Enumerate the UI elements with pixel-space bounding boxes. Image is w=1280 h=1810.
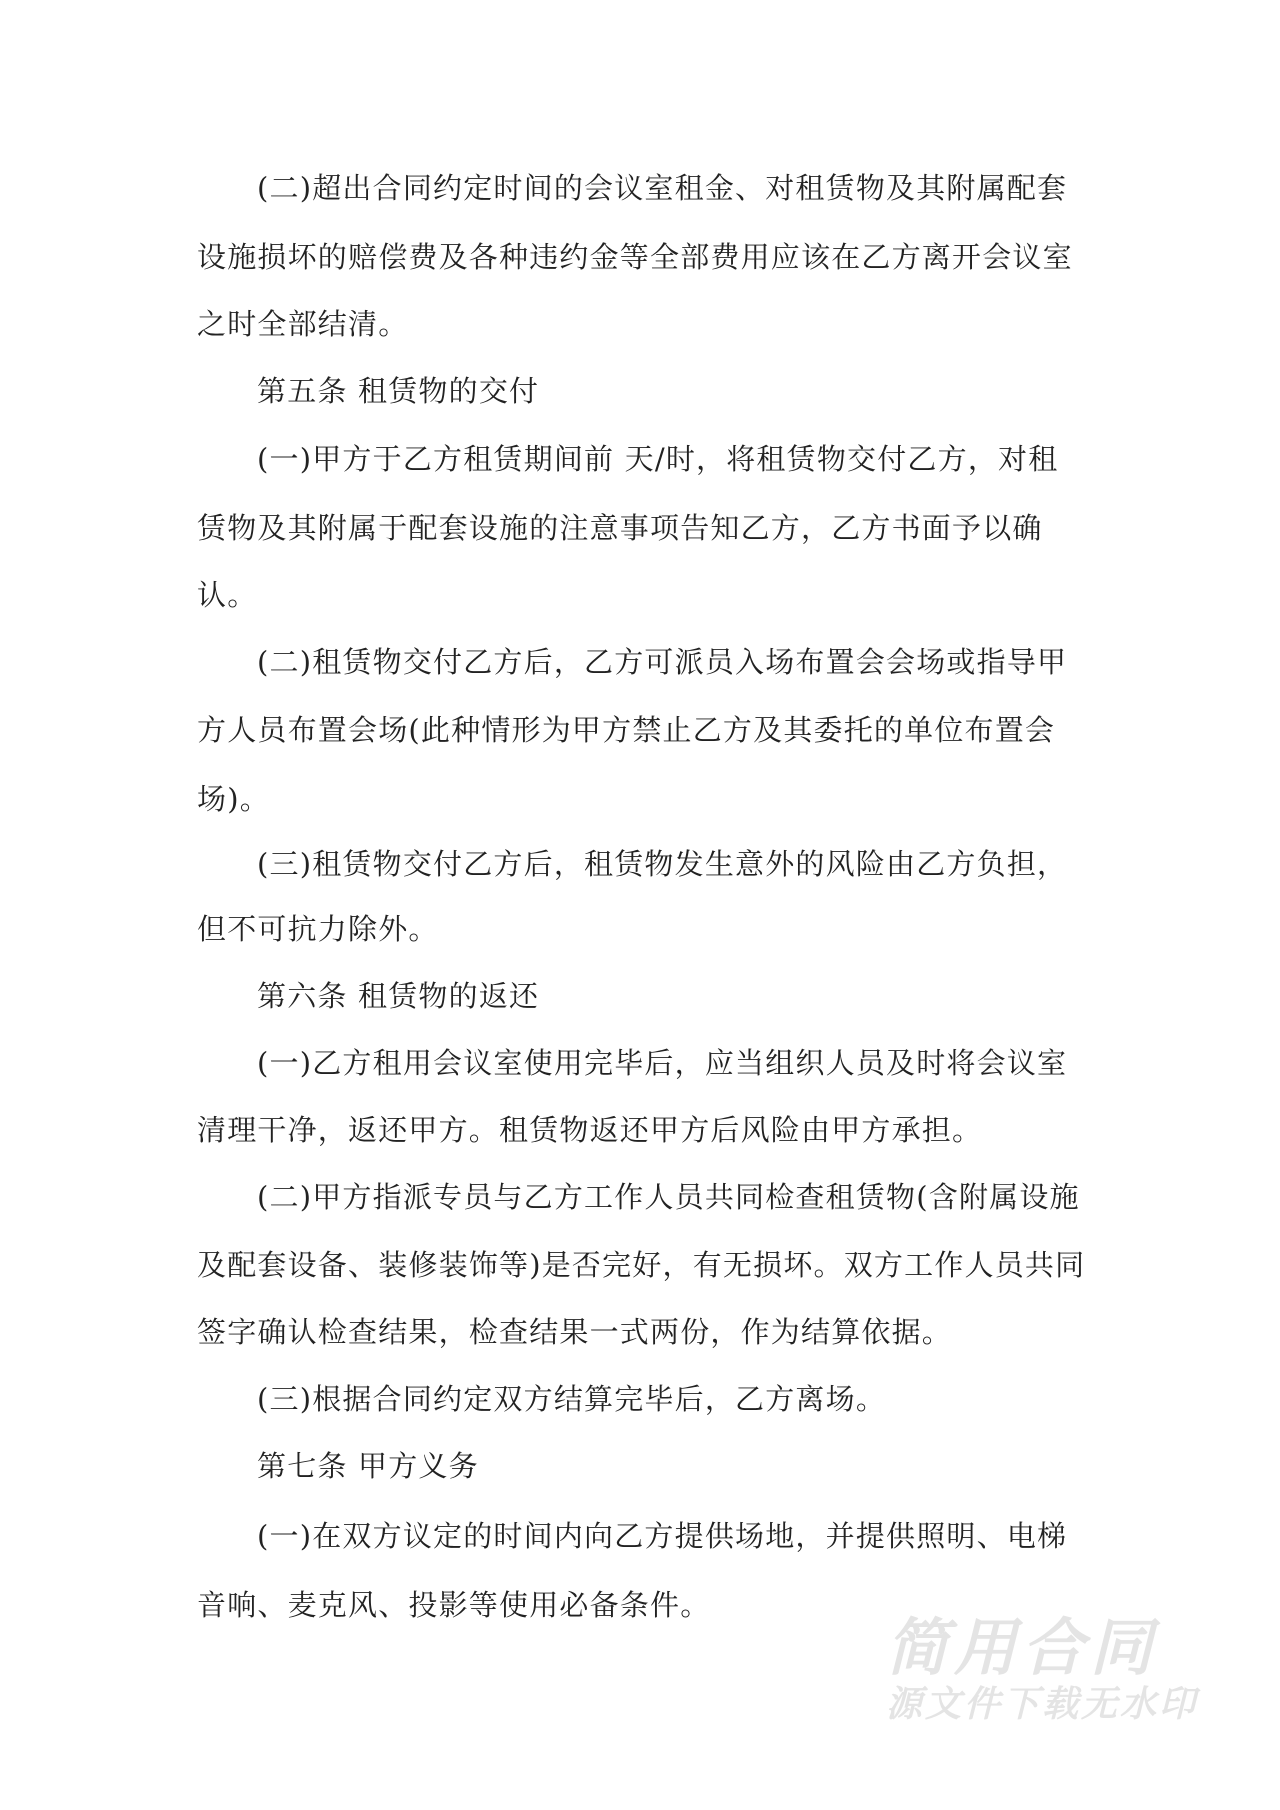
text-line: (二)甲方指派专员与乙方工作人员共同检查租赁物(含附属设施 bbox=[257, 1180, 1080, 1214]
section-heading: 第五条 租赁物的交付 bbox=[257, 374, 540, 408]
text-line: 场)。 bbox=[197, 782, 270, 816]
text-line: (二)租赁物交付乙方后，乙方可派员入场布置会会场或指导甲 bbox=[257, 645, 1068, 679]
text-line: 赁物及其附属于配套设施的注意事项告知乙方，乙方书面予以确 bbox=[197, 511, 1043, 545]
text-line: 音响、麦克风、投影等使用必备条件。 bbox=[197, 1588, 711, 1622]
text-line: (一)甲方于乙方租赁期间前 天/时，将租赁物交付乙方，对租 bbox=[257, 442, 1059, 476]
text-line: 但不可抗力除外。 bbox=[197, 912, 439, 946]
text-line: (一)乙方租用会议室使用完毕后，应当组织人员及时将会议室 bbox=[257, 1046, 1068, 1080]
section-heading: 第七条 甲方义务 bbox=[257, 1449, 479, 1483]
text-line: 设施损坏的赔偿费及各种违约金等全部费用应该在乙方离开会议室 bbox=[197, 240, 1073, 274]
watermark-subtitle: 源文件下载无水印 bbox=[886, 1684, 1199, 1725]
text-line: 及配套设备、装修装饰等)是否完好，有无损坏。双方工作人员共同 bbox=[197, 1248, 1086, 1282]
text-line: 认。 bbox=[197, 578, 258, 612]
text-line: (三)根据合同约定双方结算完毕后，乙方离场。 bbox=[257, 1382, 887, 1416]
watermark-logo: 简用合同 bbox=[886, 1611, 1159, 1684]
text-line: 之时全部结清。 bbox=[197, 307, 409, 341]
text-line: (三)租赁物交付乙方后，租赁物发生意外的风险由乙方负担， bbox=[257, 847, 1068, 881]
section-heading: 第六条 租赁物的返还 bbox=[257, 979, 540, 1013]
text-line: (一)在双方议定的时间内向乙方提供场地，并提供照明、电梯 bbox=[257, 1519, 1068, 1553]
text-line: 签字确认检查结果，检查结果一式两份，作为结算依据。 bbox=[197, 1315, 953, 1349]
text-line: 方人员布置会场(此种情形为甲方禁止乙方及其委托的单位布置会 bbox=[197, 713, 1056, 747]
text-line: (二)超出合同约定时间的会议室租金、对租赁物及其附属配套 bbox=[257, 171, 1068, 205]
text-line: 清理干净，返还甲方。租赁物返还甲方后风险由甲方承担。 bbox=[197, 1113, 983, 1147]
